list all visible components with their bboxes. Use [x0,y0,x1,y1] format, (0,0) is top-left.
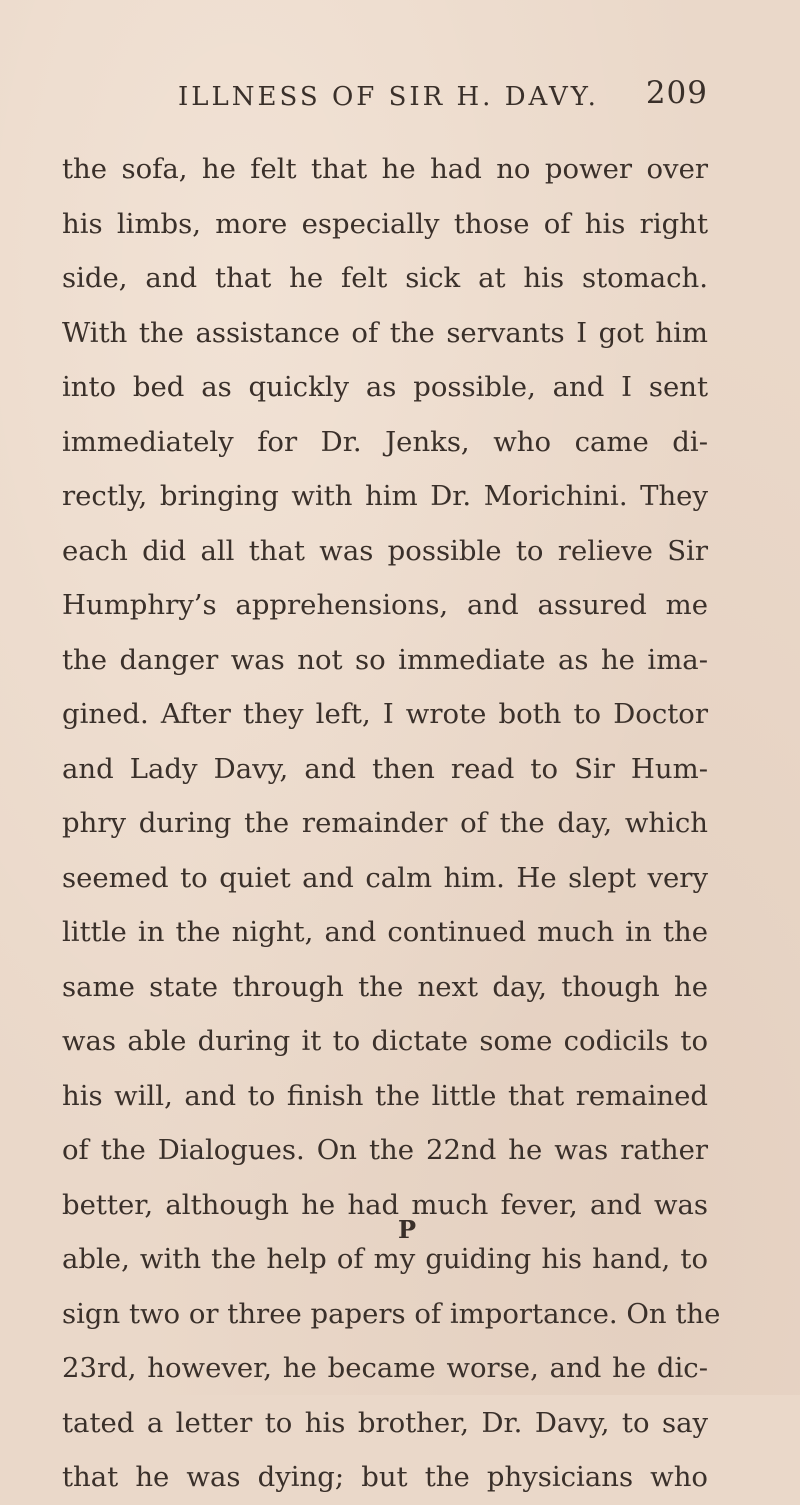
text-line: sign two or three papers of importance. On the [62,1297,721,1330]
text-line: tated a letter to his brother, Dr. Davy, to say [62,1406,708,1439]
text-line: of the Dialogues. On the 22nd he was rather [62,1134,708,1166]
text-line: rectly, bringing with him Dr. Morichini. They [62,480,708,512]
page-number: 209 [645,75,708,111]
text-line: immediately for Dr. Jenks, who came di- [62,425,708,458]
text-line: better, although he had much fever, and was [62,1188,708,1221]
text-line: each did all that was possible to relieve Sir [62,534,708,567]
body-text [62,142,721,1505]
running-title: ILLNESS OF SIR H. DAVY. [178,82,599,112]
text-line: side, and that he felt sick at his stomach. [62,262,708,294]
text-line: little in the night, and continued much in the [62,916,708,948]
text-line: seemed to quiet and calm him. He slept very [62,861,708,894]
text-line: 23rd, however, he became worse, and he dic- [62,1352,708,1384]
text-line: was able during it to dictate some codicils to [62,1025,708,1057]
text-line: gined. After they left, I wrote both to Doctor [62,698,708,730]
text-line: the danger was not so immediate as he ima- [62,643,708,676]
text-line: With the assistance of the servants I got him [62,316,708,349]
text-line: the sofa, he felt that he had no power over [62,153,708,185]
text-line: phry during the remainder of the day, which [62,807,708,839]
signature-mark: P [397,1215,417,1244]
text-line: Humphry’s apprehensions, and assured me [62,589,708,621]
text-line: and Lady Davy, and then read to Sir Hum- [62,752,708,785]
running-head [178,77,708,117]
text-line: same state through the next day, though he [62,970,708,1003]
text-line: his limbs, more especially those of his right [62,207,708,240]
text-line: into bed as quickly as possible, and I sent [62,371,708,403]
text-line: able, with the help of my guiding his hand, to [62,1243,708,1275]
text-line: that he was dying; but the physicians who [62,1461,708,1493]
text-line: his will, and to finish the little that remained [62,1079,708,1112]
